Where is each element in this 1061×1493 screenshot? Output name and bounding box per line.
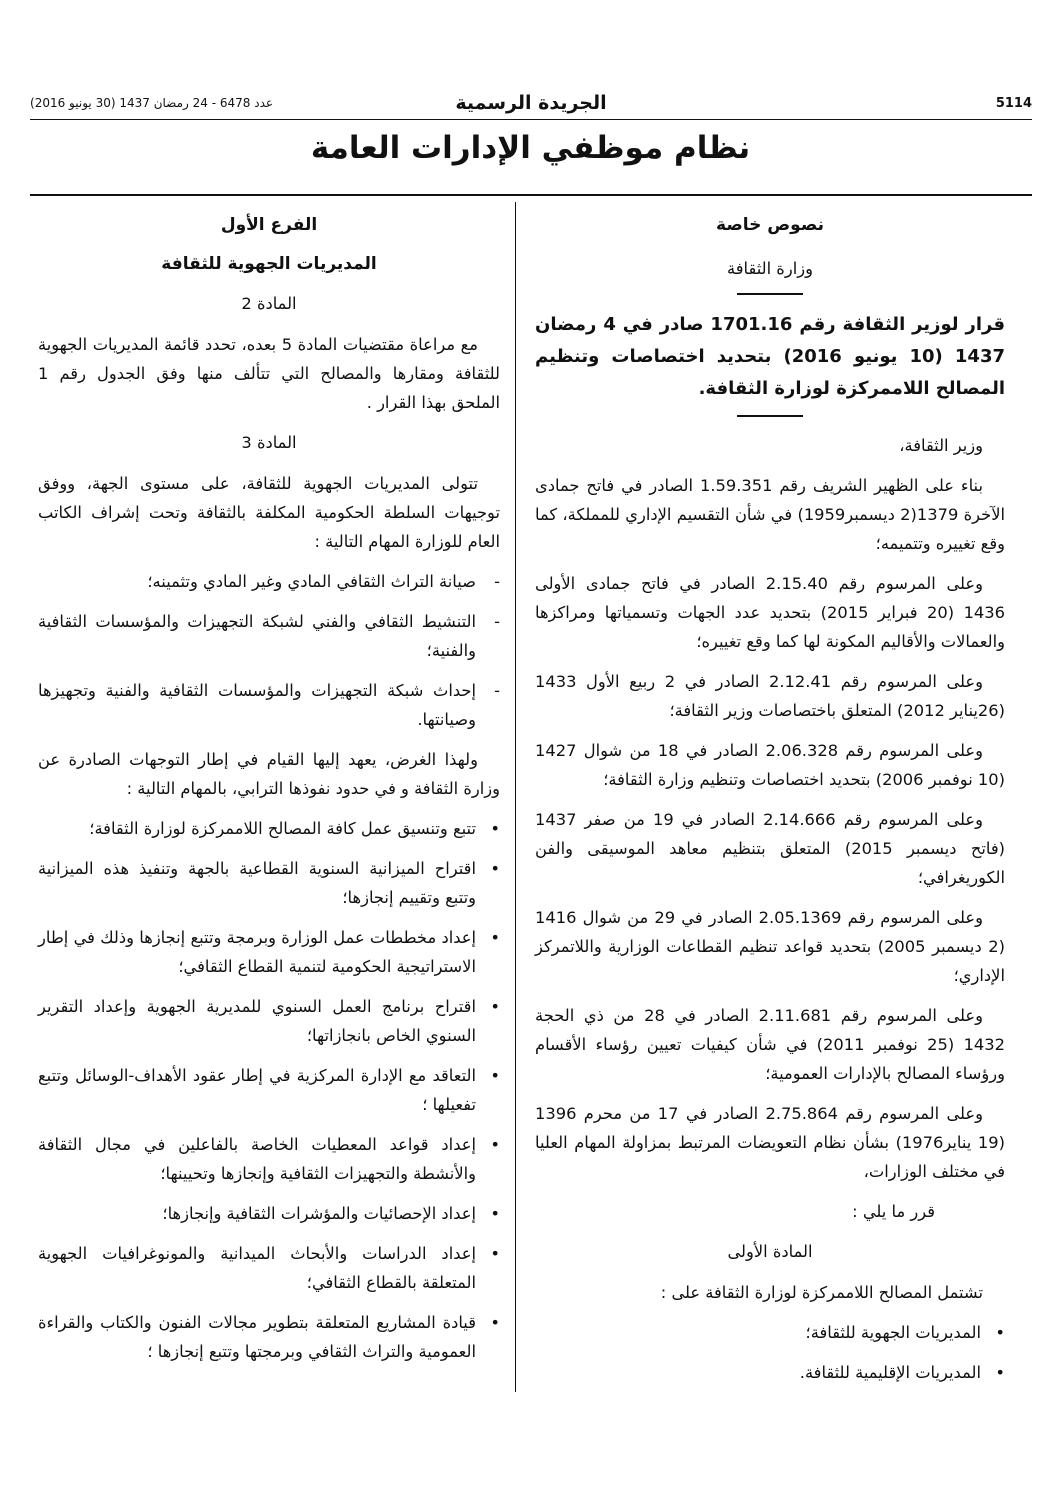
page-header xyxy=(30,92,1032,118)
right-column xyxy=(535,205,1005,1398)
dash-icon: - xyxy=(494,572,500,591)
dash-icon: - xyxy=(494,612,500,631)
gazette-name: الجريدة الرسمية xyxy=(455,92,607,114)
list-item: • اقتراح الميزانية السنوية القطاعية بالجهة وتنفيذ هذه الميزانية وتتبع وتقييم إنجازها؛ xyxy=(38,854,500,912)
article-1-text: تشتمل المصالح اللاممركزة لوزارة الثقافة على : xyxy=(660,1283,983,1302)
article-3-text: تتولى المديريات الجهوية للثقافة، على مستوى الجهة، ووفق توجيهات السلطة الحكومية المكلفة بالثقافة وتحت إشراف الكاتب العام للوزارة المهام التالية : xyxy=(38,474,500,551)
decides-line: قرر ما يلي : xyxy=(852,1202,935,1221)
article-2-text: مع مراعاة مقتضيات المادة 5 بعده، تحدد قائمة المديريات الجهوية للثقافة ومقارها والمصالح التي تتألف منها وفق الجدول رقم 1 الملحق بهذا القرار . xyxy=(38,335,500,412)
bullet-icon: • xyxy=(490,859,500,878)
list-item: • إعداد الدراسات والأبحاث الميدانية والمونوغرافيات الجهوية المتعلقة بالقطاع الثقافي؛ xyxy=(38,1239,500,1297)
bullet-icon: • xyxy=(995,1363,1005,1382)
list-item: - إحداث شبكة التجهيزات والمؤسسات الثقافية والفنية وتجهيزها وصيانتها. xyxy=(38,676,500,734)
section-heading: نصوص خاصة xyxy=(716,215,824,235)
legal-basis-paragraph: وعلى المرسوم رقم 2.75.864 الصادر في 17 من محرم 1396 (19 يناير1976) بشأن نظام التعويضات المرتبط بمزاولة المهام العليا في مختلف الوزارات، xyxy=(535,1104,1005,1181)
article-1-list xyxy=(535,1318,1005,1387)
bullet-icon: • xyxy=(490,1313,500,1332)
ministry-heading: وزارة الثقافة xyxy=(727,259,813,278)
column-divider xyxy=(515,202,516,1392)
bullet-icon: • xyxy=(490,997,500,1016)
list-item: • إعداد الإحصائيات والمؤشرات الثقافية وإنجازها؛ xyxy=(38,1199,500,1228)
legal-basis-paragraph: وعلى المرسوم رقم 2.12.41 الصادر في 2 ربيع الأول 1433 (26يناير 2012) المتعلق باختصاصات وزير الثقافة؛ xyxy=(535,672,1005,720)
separator-rule xyxy=(737,415,803,417)
branch-title: المديريات الجهوية للثقافة xyxy=(161,254,377,274)
bullet-icon: • xyxy=(490,1244,500,1263)
page-title: نظام موظفي الإدارات العامة xyxy=(310,130,751,166)
page-number: 5114 xyxy=(995,96,1032,111)
list-item: - صيانة التراث الثقافي المادي وغير المادي وتثمينه؛ xyxy=(38,567,500,596)
bullet-icon: • xyxy=(490,928,500,947)
legal-basis-paragraph: وعلى المرسوم رقم 2.11.681 الصادر في 28 من ذي الحجة 1432 (25 نوفمبر 2011) في شأن كيفيات تعيين رؤساء الأقسام ورؤساء المصالح بالإدارات العمومية؛ xyxy=(535,1006,1006,1083)
bullet-icon: • xyxy=(995,1323,1005,1342)
dash-icon: - xyxy=(494,681,500,700)
issue-info: عدد 6478 - 24 رمضان 1437 (30 يونيو 2016) xyxy=(30,96,274,110)
article-1-heading: المادة الأولى xyxy=(727,1242,813,1261)
legal-basis-paragraph: بناء على الظهير الشريف رقم 1.59.351 الصادر في فاتح جمادى الآخرة 1379(2 ديسمبر1959) في شأن التقسيم الإداري للمملكة، كما وقع تغييره وتتميمه؛ xyxy=(535,476,1006,553)
list-item: - التنشيط الثقافي والفني لشبكة التجهيزات والمؤسسات الثقافية والفنية؛ xyxy=(38,607,500,665)
legal-basis-paragraph: وعلى المرسوم رقم 2.05.1369 الصادر في 29 من شوال 1416 (2 ديسمبر 2005) بتحديد قواعد تنظيم القطاعات الوزارية واللاتمركز الإداري؛ xyxy=(535,908,1005,985)
list-item: • قيادة المشاريع المتعلقة بتطوير مجالات الفنون والكتاب والقراءة العمومية والتراث الثقافي وبرمجتها وتتبع إنجازها ؛ xyxy=(38,1308,500,1366)
legal-basis-paragraph: وعلى المرسوم رقم 2.15.40 الصادر في فاتح جمادى الأولى 1436 (20 فبراير 2015) بتحديد عدد الجهات وتسمياتها ومراكزها والعمالات والأقاليم المكونة لها كما وقع تغييره؛ xyxy=(535,574,1005,651)
list-item: • التعاقد مع الإدارة المركزية في إطار عقود الأهداف-الوسائل وتتبع تفعيلها ؛ xyxy=(38,1061,500,1119)
legal-basis-paragraph: وعلى المرسوم رقم 2.14.666 الصادر في 19 من صفر 1437 (فاتح ديسمبر 2015) المتعلق بتنظيم معاهد الموسيقى والفن الكوريغرافي؛ xyxy=(535,810,1005,887)
bullet-icon: • xyxy=(490,1135,500,1154)
legal-basis-paragraph: وعلى المرسوم رقم 2.06.328 الصادر في 18 من شوال 1427 (10 نوفمبر 2006) بتحديد اختصاصات وتنظيم وزارة الثقافة؛ xyxy=(535,741,1005,789)
title-rule xyxy=(30,194,1032,196)
minister-line: وزير الثقافة، xyxy=(899,436,983,455)
purpose-text: ولهذا الغرض، يعهد إليها القيام في إطار التوجهات الصادرة عن وزارة الثقافة و في حدود نفوذها الترابي، بالمهام التالية : xyxy=(38,750,500,798)
header-rule xyxy=(30,119,1032,120)
article-2-heading: المادة 2 xyxy=(241,294,297,313)
list-item: • تتبع وتنسيق عمل كافة المصالح اللاممركزة لوزارة الثقافة؛ xyxy=(38,814,500,843)
bullet-icon: • xyxy=(490,819,500,838)
bullet-icon: • xyxy=(490,1204,500,1223)
list-item: • المديريات الإقليمية للثقافة. xyxy=(535,1358,1005,1387)
decree-title: قرار لوزير الثقافة رقم 1701.16 صادر في 4 رمضان 1437 (10 يونيو 2016) بتحديد اختصاصات وتنظيم المصالح اللاممركزة لوزارة الثقافة. xyxy=(535,314,1005,399)
list-item: • إعداد مخططات عمل الوزارة وبرمجة وتتبع إنجازها وذلك في إطار الاستراتيجية الحكومية لتنمية القطاع الثقافي؛ xyxy=(38,923,500,981)
separator-rule xyxy=(737,293,803,295)
list-item: • المديريات الجهوية للثقافة؛ xyxy=(535,1318,1005,1347)
bullet-icon: • xyxy=(490,1066,500,1085)
list-item: • إعداد قواعد المعطيات الخاصة بالفاعلين في مجال الثقافة والأنشطة والتجهيزات الثقافية وإنجازها وتحيينها؛ xyxy=(38,1130,500,1188)
left-column xyxy=(38,205,500,1377)
dash-list xyxy=(38,567,500,734)
branch-heading: الفرع الأول xyxy=(220,215,318,235)
article-3-heading: المادة 3 xyxy=(241,433,297,452)
tasks-list xyxy=(38,814,500,1366)
list-item: • اقتراح برنامج العمل السنوي للمديرية الجهوية وإعداد التقرير السنوي الخاص بانجازاتها؛ xyxy=(38,992,500,1050)
